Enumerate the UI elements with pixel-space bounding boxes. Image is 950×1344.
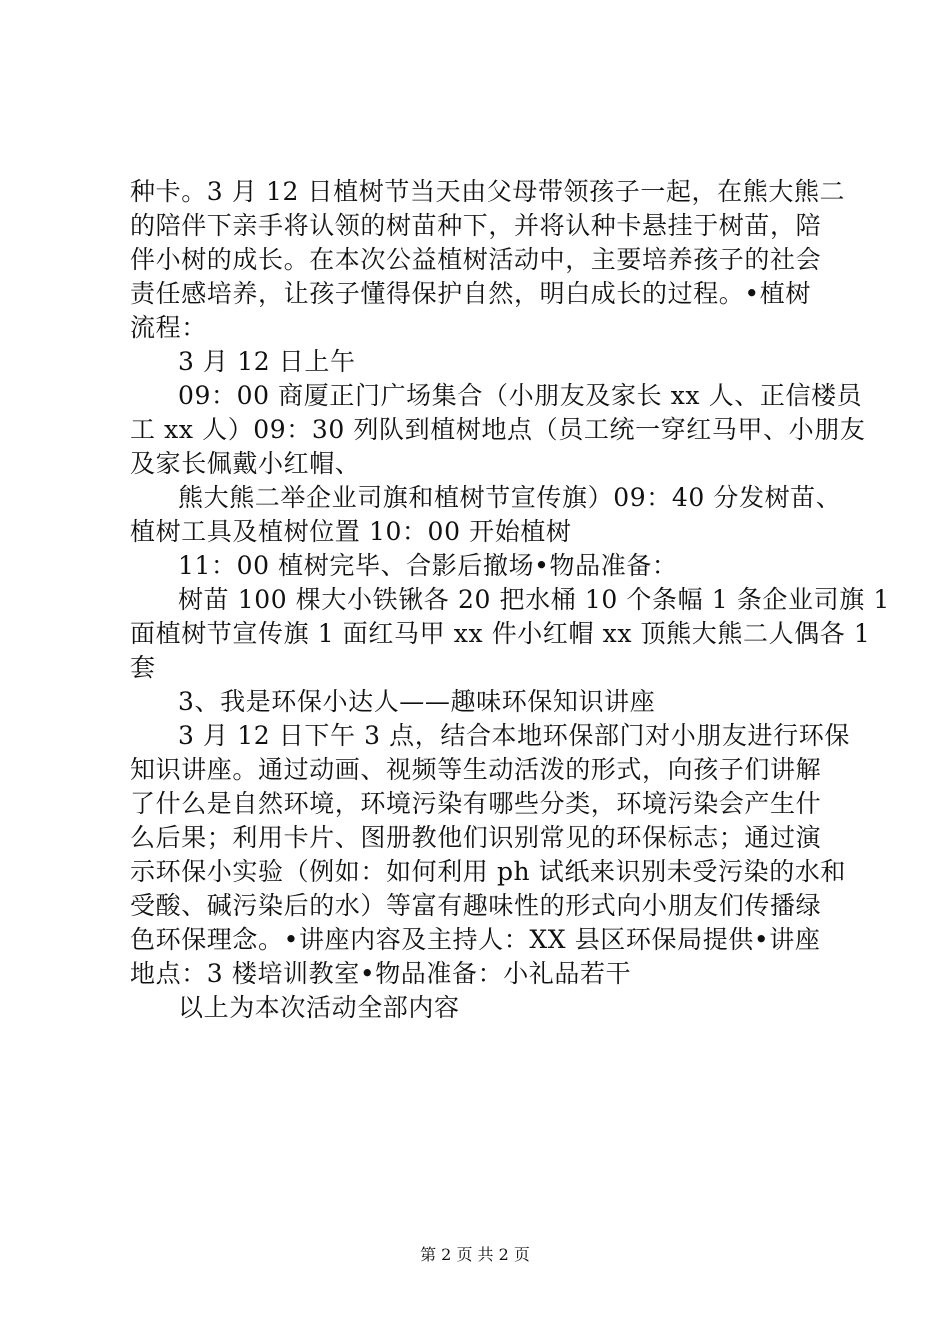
page-number-label: 第 2 页 共 2 页 (420, 1245, 530, 1264)
text-line: 09：00 商厦正门广场集合（小朋友及家长 xx 人、正信楼员 (178, 381, 863, 410)
text-line: 受酸、碱污染后的水）等富有趣味性的形式向小朋友们传播绿 (130, 891, 822, 920)
text-line: 3 月 12 日上午 (178, 347, 356, 376)
text-line: 及家长佩戴小红帽、 (130, 449, 361, 478)
text-line: 伴小树的成长。在本次公益植树活动中，主要培养孩子的社会 (130, 245, 822, 274)
text-line: 流程： (130, 313, 207, 342)
text-line: 地点：3 楼培训教室•物品准备：小礼品若干 (130, 959, 632, 988)
text-line: 套 (130, 653, 156, 682)
text-line: 树苗 100 棵大小铁锹各 20 把水桶 10 个条幅 1 条企业司旗 1 (178, 585, 890, 614)
page-footer (0, 1245, 950, 1265)
text-line: 熊大熊二举企业司旗和植树节宣传旗）09：40 分发树苗、 (178, 483, 842, 512)
document-body (130, 175, 890, 1025)
text-line: 工 xx 人）09：30 列队到植树地点（员工统一穿红马甲、小朋友 (130, 415, 866, 444)
text-line: 以上为本次活动全部内容 (178, 993, 460, 1022)
text-line: 了什么是自然环境，环境污染有哪些分类，环境污染会产生什 (130, 789, 822, 818)
text-line: 知识讲座。通过动画、视频等生动活泼的形式，向孩子们讲解 (130, 755, 822, 784)
text-line: 责任感培养，让孩子懂得保护自然，明白成长的过程。•植树 (130, 279, 811, 308)
text-line: 11：00 植树完毕、合影后撤场•物品准备： (178, 551, 678, 580)
text-line: 种卡。3 月 12 日植树节当天由父母带领孩子一起，在熊大熊二 (130, 177, 846, 206)
text-line: 面植树节宣传旗 1 面红马甲 xx 件小红帽 xx 顶熊大熊二人偶各 1 (130, 619, 871, 648)
text-line: 3 月 12 日下午 3 点，结合本地环保部门对小朋友进行环保 (178, 721, 850, 750)
text-line: 植树工具及植树位置 10：00 开始植树 (130, 517, 572, 546)
section-heading: 3、我是环保小达人——趣味环保知识讲座 (178, 687, 656, 716)
text-line: 么后果；利用卡片、图册教他们识别常见的环保标志；通过演 (130, 823, 822, 852)
text-line: 示环保小实验（例如：如何利用 ph 试纸来识别未受污染的水和 (130, 857, 847, 886)
text-line: 色环保理念。•讲座内容及主持人：XX 县区环保局提供•讲座 (130, 925, 821, 954)
text-line: 的陪伴下亲手将认领的树苗种下，并将认种卡悬挂于树苗，陪 (130, 211, 822, 240)
